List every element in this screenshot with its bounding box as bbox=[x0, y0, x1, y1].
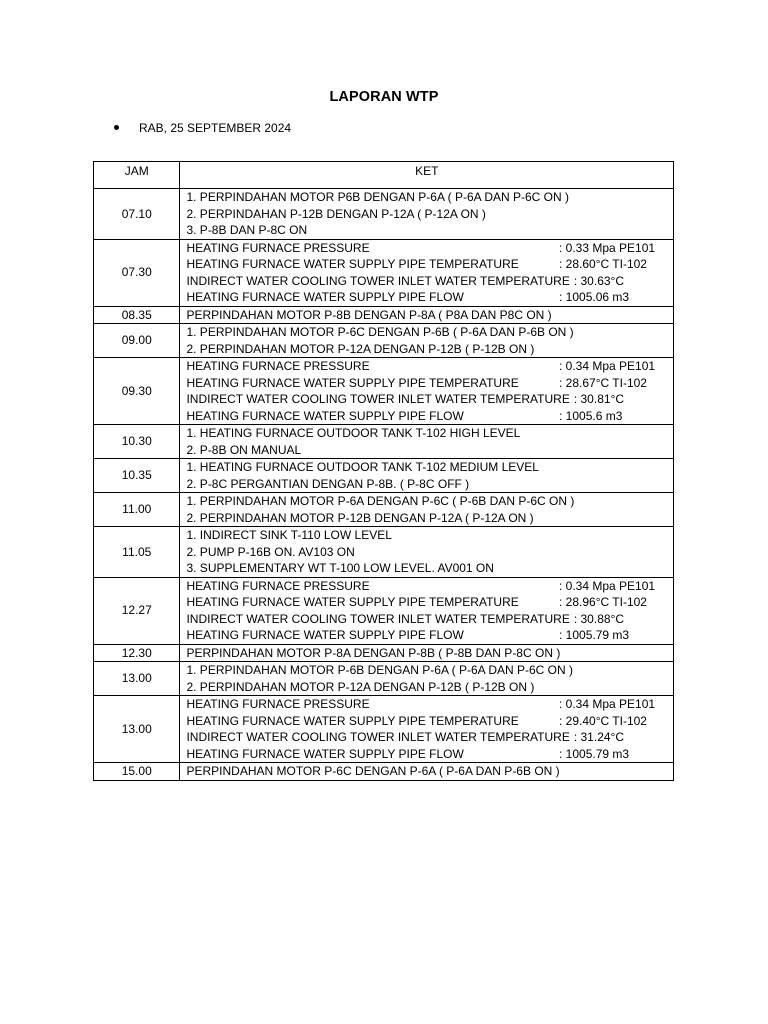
table-header-row bbox=[94, 162, 674, 189]
description-line: 2. PUMP P-16B ON. AV103 ON bbox=[186, 544, 355, 559]
measurement-line bbox=[186, 696, 667, 713]
row-time: 11.00 bbox=[94, 493, 180, 527]
measurement-line bbox=[186, 594, 667, 611]
measurement-line bbox=[186, 729, 667, 746]
measurement-value: : 1005.06 m3 bbox=[559, 290, 630, 304]
row-description bbox=[180, 239, 674, 306]
table-row bbox=[94, 306, 674, 324]
measurement-label: HEATING FURNACE WATER SUPPLY PIPE TEMPERATURE bbox=[186, 595, 519, 609]
row-time: 15.00 bbox=[94, 763, 180, 781]
description-line: 2. P-8C PERGANTIAN DENGAN P-8B. ( P-8C OFF ) bbox=[186, 476, 470, 491]
row-description bbox=[180, 527, 674, 578]
measurement-value: : 28.60°C TI-102 bbox=[559, 257, 647, 271]
measurement-label: INDIRECT WATER COOLING TOWER INLET WATER TEMPERATURE bbox=[186, 273, 570, 288]
row-description bbox=[180, 324, 674, 358]
row-description bbox=[180, 662, 674, 696]
measurement-line bbox=[186, 746, 667, 763]
row-time: 12.27 bbox=[94, 577, 180, 644]
measurement-label: HEATING FURNACE WATER SUPPLY PIPE TEMPERATURE bbox=[186, 257, 519, 271]
description-line: 2. P-8B ON MANUAL bbox=[186, 442, 302, 457]
table-row bbox=[94, 324, 674, 358]
row-time: 09.30 bbox=[94, 358, 180, 425]
row-time: 10.30 bbox=[94, 425, 180, 459]
row-description bbox=[180, 577, 674, 644]
row-description bbox=[180, 358, 674, 425]
measurement-line bbox=[186, 578, 667, 595]
measurement-label: INDIRECT WATER COOLING TOWER INLET WATER TEMPERATURE bbox=[186, 392, 570, 406]
description-line: 3. P-8B DAN P-8C ON bbox=[186, 223, 308, 237]
column-header-jam: JAM bbox=[94, 162, 180, 189]
measurement-label: HEATING FURNACE WATER SUPPLY PIPE TEMPERATURE bbox=[186, 713, 519, 728]
table-row bbox=[94, 189, 674, 240]
measurement-line bbox=[186, 408, 667, 425]
table-row bbox=[94, 662, 674, 696]
report-date: RAB, 25 SEPTEMBER 2024 bbox=[139, 121, 292, 135]
description-line: 1. PERPINDAHAN MOTOR P-6B DENGAN P-6A ( P-6A DAN P-6C ON ) bbox=[186, 663, 573, 677]
table-row bbox=[94, 425, 674, 459]
date-bullet-item bbox=[114, 121, 291, 135]
column-header-ket: KET bbox=[180, 162, 674, 189]
measurement-line bbox=[186, 611, 667, 628]
description-line: 2. PERPINDAHAN MOTOR P-12A DENGAN P-12B ( P-12B ON ) bbox=[186, 341, 535, 356]
row-time: 10.35 bbox=[94, 459, 180, 493]
row-description bbox=[180, 763, 674, 781]
row-time: 07.30 bbox=[94, 239, 180, 306]
table-row bbox=[94, 644, 674, 662]
measurement-value: : 30.63°C bbox=[573, 273, 625, 288]
table-row bbox=[94, 577, 674, 644]
measurement-value: : 1005.79 m3 bbox=[559, 628, 630, 642]
table-row bbox=[94, 527, 674, 578]
measurement-label: HEATING FURNACE WATER SUPPLY PIPE FLOW bbox=[186, 746, 464, 761]
description-line: 1. HEATING FURNACE OUTDOOR TANK T-102 HIGH LEVEL bbox=[186, 426, 521, 440]
description-line: 1. HEATING FURNACE OUTDOOR TANK T-102 MEDIUM LEVEL bbox=[186, 460, 539, 474]
measurement-label: HEATING FURNACE WATER SUPPLY PIPE FLOW bbox=[186, 290, 464, 304]
description-line: 1. PERPINDAHAN MOTOR P-6C DENGAN P-6B ( P-6A DAN P-6B ON ) bbox=[186, 325, 574, 339]
row-time: 08.35 bbox=[94, 306, 180, 324]
measurement-line bbox=[186, 358, 667, 375]
row-time: 07.10 bbox=[94, 189, 180, 240]
measurement-label: INDIRECT WATER COOLING TOWER INLET WATER TEMPERATURE bbox=[186, 611, 570, 626]
table-row bbox=[94, 239, 674, 306]
row-time: 11.05 bbox=[94, 527, 180, 578]
row-time: 09.00 bbox=[94, 324, 180, 358]
row-time: 12.30 bbox=[94, 644, 180, 662]
measurement-label: HEATING FURNACE WATER SUPPLY PIPE FLOW bbox=[186, 628, 464, 642]
measurement-value: : 0.34 Mpa PE101 bbox=[559, 697, 656, 711]
measurement-label: HEATING FURNACE WATER SUPPLY PIPE FLOW bbox=[186, 408, 464, 423]
table-body bbox=[94, 189, 674, 781]
description-line: PERPINDAHAN MOTOR P-8A DENGAN P-8B ( P-8B DAN P-8C ON ) bbox=[186, 645, 561, 660]
measurement-value: : 0.33 Mpa PE101 bbox=[559, 240, 656, 255]
measurement-value: : 0.34 Mpa PE101 bbox=[559, 578, 656, 593]
description-line: PERPINDAHAN MOTOR P-8B DENGAN P-8A ( P8A DAN P8C ON ) bbox=[186, 307, 552, 322]
measurement-line bbox=[186, 273, 667, 290]
measurement-line bbox=[186, 391, 667, 408]
measurement-line bbox=[186, 256, 667, 273]
row-description bbox=[180, 306, 674, 324]
measurement-value: : 28.67°C TI-102 bbox=[559, 375, 647, 390]
measurement-line bbox=[186, 713, 667, 730]
description-line: 2. PERPINDAHAN MOTOR P-12A DENGAN P-12B ( P-12B ON ) bbox=[186, 679, 535, 694]
bullet-icon bbox=[114, 125, 119, 130]
measurement-value: : 1005.6 m3 bbox=[559, 408, 623, 423]
table-row bbox=[94, 493, 674, 527]
table-row bbox=[94, 763, 674, 781]
measurement-line bbox=[186, 289, 667, 306]
description-line: 2. PERPINDAHAN MOTOR P-12B DENGAN P-12A ( P-12A ON ) bbox=[186, 510, 534, 525]
description-line: 3. SUPPLEMENTARY WT T-100 LOW LEVEL. AV001 ON bbox=[186, 561, 494, 575]
row-description bbox=[180, 493, 674, 527]
table-row bbox=[94, 696, 674, 763]
measurement-label: HEATING FURNACE PRESSURE bbox=[186, 578, 370, 593]
measurement-label: HEATING FURNACE WATER SUPPLY PIPE TEMPERATURE bbox=[186, 375, 519, 390]
page-title: LAPORAN WTP bbox=[329, 89, 439, 105]
measurement-label: HEATING FURNACE PRESSURE bbox=[186, 359, 370, 373]
measurement-value: : 0.34 Mpa PE101 bbox=[559, 359, 656, 373]
row-description bbox=[180, 696, 674, 763]
description-line: 2. PERPINDAHAN P-12B DENGAN P-12A ( P-12A ON ) bbox=[186, 206, 486, 221]
measurement-label: HEATING FURNACE PRESSURE bbox=[186, 697, 370, 711]
table-row bbox=[94, 459, 674, 493]
measurement-value: : 1005.79 m3 bbox=[559, 746, 630, 761]
row-description bbox=[180, 459, 674, 493]
description-line: 1. PERPINDAHAN MOTOR P6B DENGAN P-6A ( P-6A DAN P-6C ON ) bbox=[186, 190, 569, 204]
measurement-value: : 30.81°C bbox=[573, 392, 625, 406]
measurement-line bbox=[186, 375, 667, 392]
row-description bbox=[180, 644, 674, 662]
measurement-label: INDIRECT WATER COOLING TOWER INLET WATER TEMPERATURE bbox=[186, 730, 570, 744]
description-line: PERPINDAHAN MOTOR P-6C DENGAN P-6A ( P-6A DAN P-6B ON ) bbox=[186, 764, 560, 778]
measurement-label: HEATING FURNACE PRESSURE bbox=[186, 240, 370, 255]
measurement-value: : 31.24°C bbox=[573, 730, 625, 744]
measurement-line bbox=[186, 627, 667, 644]
description-line: 1. PERPINDAHAN MOTOR P-6A DENGAN P-6C ( P-6B DAN P-6C ON ) bbox=[186, 494, 575, 508]
description-line: 1. INDIRECT SINK T-110 LOW LEVEL bbox=[186, 528, 392, 542]
measurement-value: : 28.96°C TI-102 bbox=[559, 595, 647, 609]
row-description bbox=[180, 425, 674, 459]
wtp-log-table bbox=[93, 161, 674, 781]
table-row bbox=[94, 358, 674, 425]
measurement-value: : 30.88°C bbox=[573, 611, 625, 626]
row-time: 13.00 bbox=[94, 696, 180, 763]
measurement-line bbox=[186, 240, 667, 257]
row-description bbox=[180, 189, 674, 240]
measurement-value: : 29.40°C TI-102 bbox=[559, 713, 647, 728]
row-time: 13.00 bbox=[94, 662, 180, 696]
